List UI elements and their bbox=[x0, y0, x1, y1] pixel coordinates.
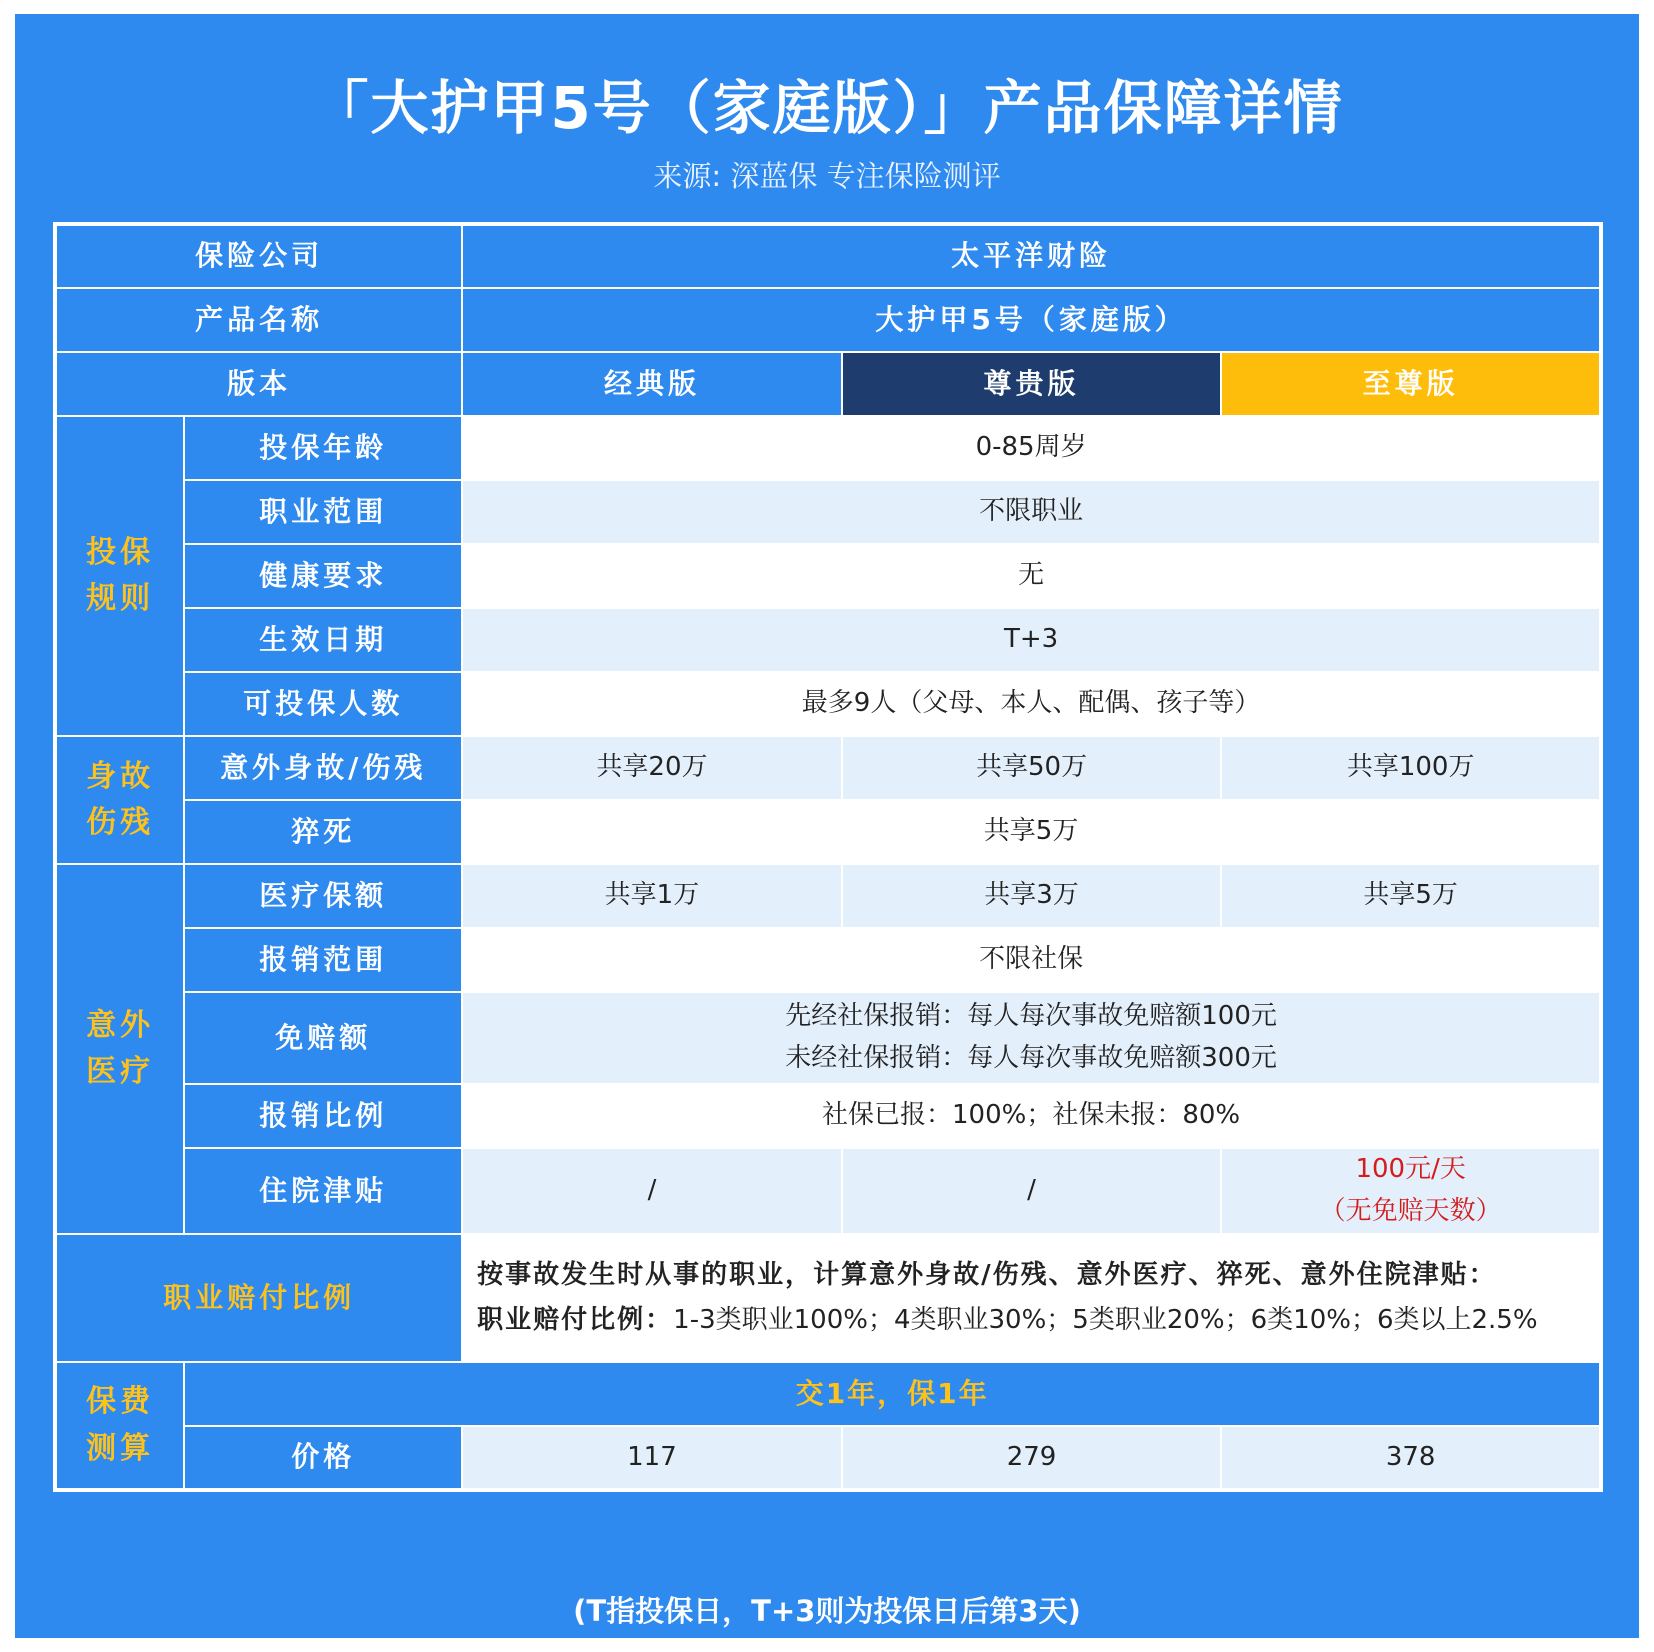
row-label: 价格 bbox=[184, 1426, 462, 1490]
row-value: 共享5万 bbox=[462, 800, 1601, 864]
row-value bbox=[462, 992, 1601, 1084]
row-product bbox=[55, 288, 1601, 352]
row-company bbox=[55, 224, 1601, 288]
row-premium-term bbox=[55, 1362, 1601, 1426]
price-classic: 117 bbox=[462, 1426, 842, 1490]
cell-premium: / bbox=[842, 1148, 1222, 1234]
coverage-table bbox=[53, 222, 1603, 1492]
section-label-rules-line2: 规则 bbox=[86, 581, 155, 616]
row-value: 不限社保 bbox=[462, 928, 1601, 992]
version-label: 版本 bbox=[55, 352, 462, 416]
cell-supreme: 共享100万 bbox=[1221, 736, 1601, 800]
row-effective-date bbox=[55, 608, 1601, 672]
company-value: 太平洋财险 bbox=[462, 224, 1601, 288]
cell-classic: 共享1万 bbox=[462, 864, 842, 928]
section-label-death-line2: 伤残 bbox=[86, 805, 155, 840]
row-version bbox=[55, 352, 1601, 416]
row-label: 猝死 bbox=[184, 800, 462, 864]
occupation-line2-bold: 职业赔付比例： bbox=[477, 1305, 674, 1335]
row-value: 无 bbox=[462, 544, 1601, 608]
row-label: 健康要求 bbox=[184, 544, 462, 608]
row-occupation-scope bbox=[55, 480, 1601, 544]
source-line: 来源: 深蓝保 专注保险测评 bbox=[653, 159, 1001, 193]
cell-supreme: 共享5万 bbox=[1221, 864, 1601, 928]
price-premium: 279 bbox=[842, 1426, 1222, 1490]
row-reimburse-scope bbox=[55, 928, 1601, 992]
cell-classic: 共享20万 bbox=[462, 736, 842, 800]
cell-supreme bbox=[1221, 1148, 1601, 1234]
row-value: 0-85周岁 bbox=[462, 416, 1601, 480]
page-title: 「大护甲5号（家庭版）」产品保障详情 bbox=[310, 74, 1344, 142]
row-label: 投保年龄 bbox=[184, 416, 462, 480]
cell-premium: 共享3万 bbox=[842, 864, 1222, 928]
footnote: (T指投保日，T+3则为投保日后第3天) bbox=[573, 1594, 1081, 1628]
row-sudden-death bbox=[55, 800, 1601, 864]
company-label: 保险公司 bbox=[55, 224, 462, 288]
version-classic: 经典版 bbox=[462, 352, 842, 416]
occupation-text bbox=[462, 1234, 1601, 1362]
row-label: 报销比例 bbox=[184, 1084, 462, 1148]
poster-frame bbox=[15, 14, 1639, 1638]
row-reimburse-ratio bbox=[55, 1084, 1601, 1148]
row-label: 住院津贴 bbox=[184, 1148, 462, 1234]
allowance-amount: 100元/天 bbox=[1355, 1154, 1466, 1185]
section-label-medical bbox=[55, 864, 184, 1234]
row-medical-limit bbox=[55, 864, 1601, 928]
row-label: 报销范围 bbox=[184, 928, 462, 992]
row-value: T+3 bbox=[462, 608, 1601, 672]
cell-classic: / bbox=[462, 1148, 842, 1234]
row-occupation-ratio bbox=[55, 1234, 1601, 1362]
row-insured-count bbox=[55, 672, 1601, 736]
premium-term: 交1年，保1年 bbox=[184, 1362, 1601, 1426]
section-label-medical-line1: 意外 bbox=[86, 1007, 155, 1043]
row-label: 免赔额 bbox=[184, 992, 462, 1084]
deductible-line1: 先经社保报销：每人每次事故免赔额100元 bbox=[785, 1001, 1277, 1032]
cell-premium: 共享50万 bbox=[842, 736, 1222, 800]
section-label-premium-line2: 测算 bbox=[86, 1430, 155, 1466]
row-age bbox=[55, 416, 1601, 480]
row-value: 最多9人（父母、本人、配偶、孩子等） bbox=[462, 672, 1601, 736]
section-label-rules-line1: 投保 bbox=[86, 534, 155, 570]
section-label-death-line1: 身故 bbox=[86, 758, 155, 794]
occupation-label: 职业赔付比例 bbox=[55, 1234, 462, 1362]
row-accident-death bbox=[55, 736, 1601, 800]
section-label-premium-line1: 保费 bbox=[86, 1384, 155, 1419]
row-hospital-allowance bbox=[55, 1148, 1601, 1234]
price-supreme: 378 bbox=[1221, 1426, 1601, 1490]
section-label-death bbox=[55, 736, 184, 864]
product-label: 产品名称 bbox=[55, 288, 462, 352]
deductible-line2: 未经社保报销：每人每次事故免赔额300元 bbox=[785, 1043, 1277, 1073]
section-label-rules bbox=[55, 416, 184, 736]
row-value: 社保已报：100%；社保未报：80% bbox=[462, 1084, 1601, 1148]
version-supreme: 至尊版 bbox=[1221, 352, 1601, 416]
row-health bbox=[55, 544, 1601, 608]
occupation-line1: 按事故发生时从事的职业，计算意外身故/伤残、意外医疗、猝死、意外住院津贴： bbox=[477, 1259, 1497, 1290]
section-label-premium bbox=[55, 1362, 184, 1490]
row-price bbox=[55, 1426, 1601, 1490]
row-label: 职业范围 bbox=[184, 480, 462, 544]
occupation-line2-rest: 1-3类职业100%；4类职业30%；5类职业20%；6类10%；6类以上2.5% bbox=[673, 1305, 1538, 1335]
version-premium: 尊贵版 bbox=[842, 352, 1222, 416]
row-value: 不限职业 bbox=[462, 480, 1601, 544]
row-deductible bbox=[55, 992, 1601, 1084]
row-label: 医疗保额 bbox=[184, 864, 462, 928]
row-label: 意外身故/伤残 bbox=[184, 736, 462, 800]
section-label-medical-line2: 医疗 bbox=[86, 1054, 155, 1089]
row-label: 生效日期 bbox=[184, 608, 462, 672]
product-value: 大护甲5号（家庭版） bbox=[462, 288, 1601, 352]
allowance-note: （无免赔天数） bbox=[1319, 1196, 1502, 1226]
row-label: 可投保人数 bbox=[184, 672, 462, 736]
